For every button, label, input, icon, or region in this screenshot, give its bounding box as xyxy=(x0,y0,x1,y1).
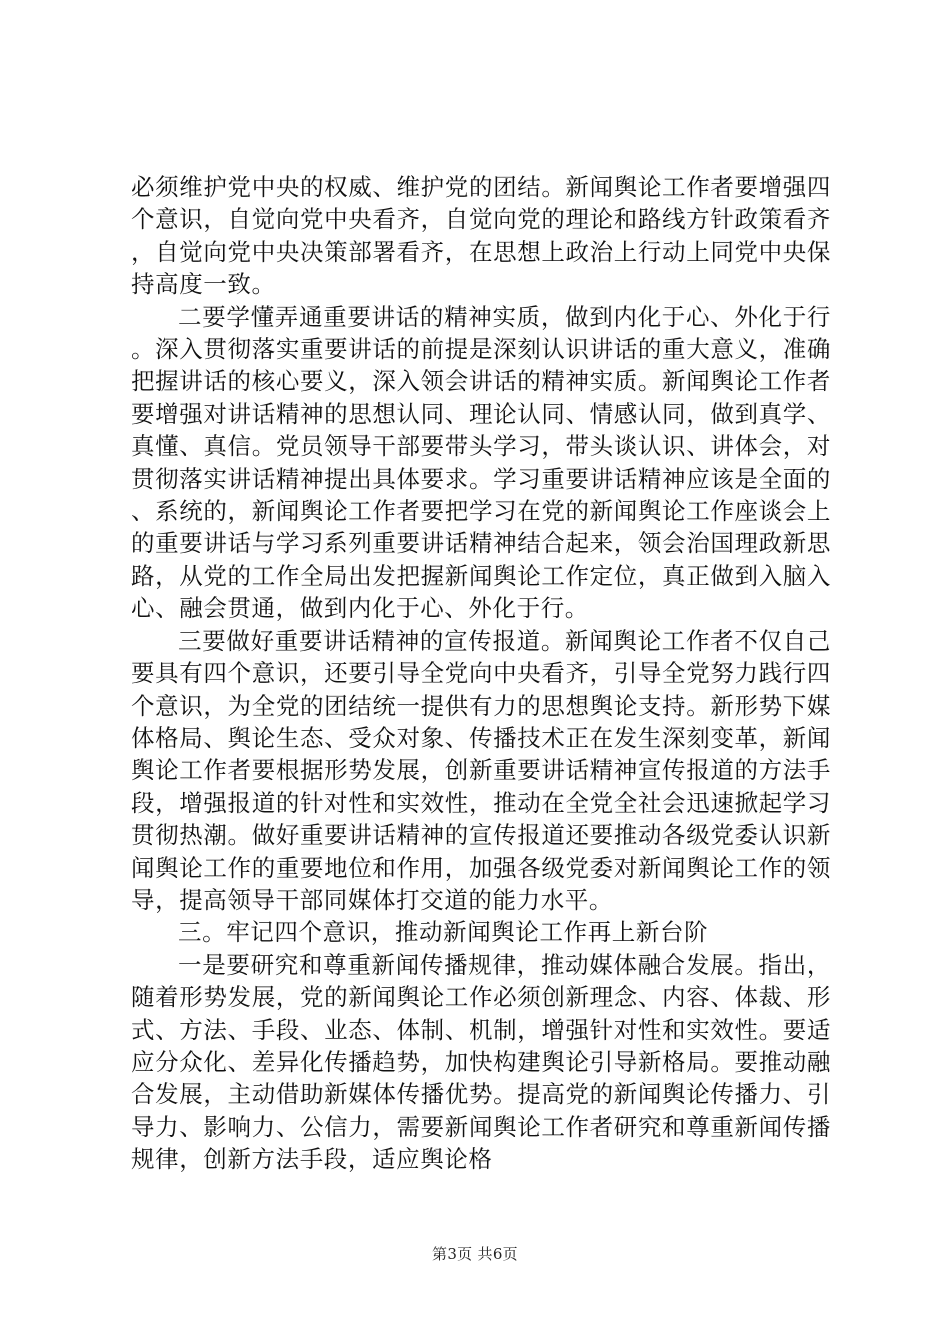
page-footer: 第3页 共6页 xyxy=(432,1245,518,1263)
section-heading: 三。牢记四个意识，推动新闻舆论工作再上新台阶 xyxy=(178,918,709,947)
paragraph-4: 一是要研究和尊重新闻传播规律，推动媒体融合发展。指出，随着形势发展，党的新闻舆论工作必须创新理念、内容、体裁、形式、方法、手段、业态、体制、机制，增强针对性和实效性。要适应分众化、差异化传播趋势，加快构建舆论引导新格局。要推动融合发展，主动借助新媒体传播优势。提高党的新闻舆论传播力、引导力、影响力、公信力，需要新闻舆论工作者研究和尊重新闻传播规律，创新方法手段，适应舆论格 xyxy=(131,950,831,1174)
body-text xyxy=(131,171,831,1176)
paragraph-1: 必须维护党中央的权威、维护党的团结。新闻舆论工作者要增强四个意识，自觉向党中央看齐，自觉向党的理论和路线方针政策看齐，自觉向党中央决策部署看齐，在思想上政治上行动上同党中央保持高度一致。 xyxy=(131,173,831,299)
paragraph-3: 三要做好重要讲话精神的宣传报道。新闻舆论工作者不仅自己要具有四个意识，还要引导全党向中央看齐，引导全党努力践行四个意识，为全党的团结统一提供有力的思想舆论支持。新形势下媒体格局、舆论生态、受众对象、传播技术正在发生深刻变革，新闻舆论工作者要根据形势发展，创新重要讲话精神宣传报道的方法手段，增强报道的针对性和实效性，推动在全党全社会迅速掀起学习贯彻热潮。做好重要讲话精神的宣传报道还要推动各级党委认识新闻舆论工作的重要地位和作用，加强各级党委对新闻舆论工作的领导，提高领导干部同媒体打交道的能力水平。 xyxy=(131,626,831,914)
paragraph-2: 二要学懂弄通重要讲话的精神实质，做到内化于心、外化于行。深入贯彻落实重要讲话的前提是深刻认识讲话的重大意义，准确把握讲话的核心要义，深入领会讲话的精神实质。新闻舆论工作者要增强对讲话精神的思想认同、理论认同、情感认同，做到真学、真懂、真信。党员领导干部要带头学习，带头谈认识、讲体会，对贯彻落实讲话精神提出具体要求。学习重要讲话精神应该是全面的、系统的，新闻舆论工作者要把学习在党的新闻舆论工作座谈会上的重要讲话与学习系列重要讲话精神结合起来，领会治国理政新思路，从党的工作全局出发把握新闻舆论工作定位，真正做到入脑入心、融会贯通，做到内化于心、外化于行。 xyxy=(131,302,831,623)
